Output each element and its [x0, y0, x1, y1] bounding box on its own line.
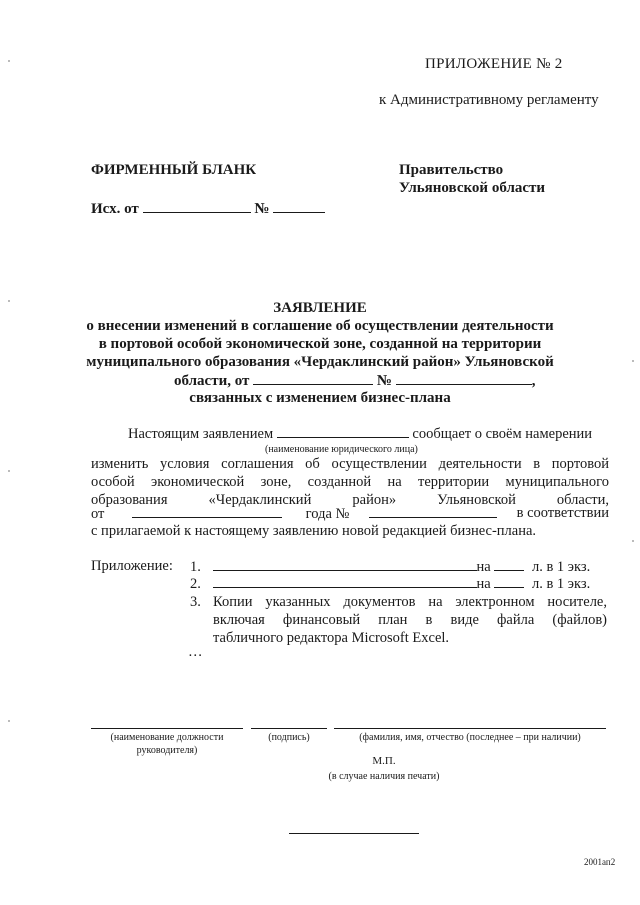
name-caption: (фамилия, имя, отчество (последнее – при наличии): [359, 732, 581, 743]
title-line-3: муниципального образования «Чердаклинский район» Ульяновской: [86, 354, 554, 370]
attachment-2-on: на: [476, 576, 491, 592]
title-date-label: области, от: [174, 373, 250, 389]
body-line-6: с прилагаемой к настоящему заявлению новой редакцией бизнес-плана.: [91, 523, 537, 539]
attachment-1-on: на: [476, 559, 491, 575]
position-caption-2: руководителя): [136, 745, 198, 756]
document-code: 2001ап2: [584, 857, 616, 867]
attachment-item-2: [190, 575, 590, 593]
footer-divider: [289, 833, 419, 834]
title-line-1: о внесении изменений в соглашение об осуществлении деятельности: [86, 318, 554, 334]
attachment-2-blank: [213, 575, 477, 588]
ellipsis: …: [188, 644, 203, 660]
signature-caption: (подпись): [268, 732, 310, 743]
year-no-label: года №: [305, 506, 350, 522]
title-line-4: [174, 372, 535, 390]
stamp-note: (в случае наличия печати): [328, 771, 440, 782]
position-caption-1: (наименование должности: [110, 732, 224, 743]
legal-entity-hint: (наименование юридического лица): [265, 444, 418, 455]
attachment-1-copies: л. в 1 экз.: [531, 559, 591, 575]
title-line-2: в портовой особой экономической зоне, созданной на территории: [98, 336, 542, 352]
letterhead-label: ФИРМЕННЫЙ БЛАНК: [91, 162, 257, 178]
attachment-2-copies: л. в 1 экз.: [531, 576, 591, 592]
body-intro-line: [128, 425, 592, 443]
attachment-1-blank: [213, 558, 477, 571]
title-number-blank: [396, 372, 532, 385]
stamp-label: М.П.: [372, 755, 396, 767]
accordance-label: в соответствии: [516, 505, 609, 521]
title-date-blank: [253, 372, 373, 385]
position-signature-line: [91, 728, 243, 729]
body-line-4: образования «Чердаклинский район» Ульяновской области,: [91, 492, 609, 508]
recipient-line-1: Правительство: [399, 162, 504, 178]
name-signature-line: [334, 728, 606, 729]
attachment-3-num: 3.: [190, 594, 201, 610]
body-line-2: изменить условия соглашения об осуществлении деятельности в портовой: [91, 456, 609, 472]
title-line-5: связанных с изменением бизнес-плана: [189, 390, 451, 406]
attachments-label: Приложение:: [91, 558, 173, 574]
agreement-number-blank: [369, 505, 497, 518]
agreement-date-blank: [132, 505, 282, 518]
recipient-line-2: Ульяновской области: [399, 180, 546, 196]
outgoing-date-blank: [143, 200, 251, 213]
appendix-number: ПРИЛОЖЕНИЕ № 2: [425, 56, 563, 72]
legal-entity-blank: [277, 425, 409, 438]
attachment-1-pages-blank: [494, 558, 524, 571]
body-line-3: особой экономической зоне, созданной на территории муниципального: [91, 474, 609, 490]
attachment-item-1: [190, 558, 590, 576]
signature-line: [251, 728, 327, 729]
attachment-1-num: 1.: [190, 559, 201, 575]
title-comma: ,: [531, 373, 536, 389]
attachment-3-line-2: включая финансовый план в виде файла (файлов): [213, 612, 607, 628]
intro-pre: Настоящим заявлением: [128, 426, 274, 442]
attachment-3-line-1: Копии указанных документов на электронном носителе,: [213, 594, 607, 610]
title-number-label: №: [376, 373, 392, 389]
intro-post: сообщает о своём намерении: [412, 426, 593, 442]
regulation-reference: к Административному регламенту: [379, 92, 599, 108]
from-label: от: [91, 506, 105, 522]
outgoing-date-label: Исх. от: [91, 201, 139, 217]
attachment-2-pages-blank: [494, 575, 524, 588]
document-title: ЗАЯВЛЕНИЕ: [273, 300, 367, 316]
outgoing-number-label: №: [254, 201, 270, 217]
outgoing-number-blank: [273, 200, 325, 213]
attachment-3-line-3: табличного редактора Microsoft Excel.: [213, 630, 450, 646]
outgoing-ref: [91, 200, 325, 218]
attachment-2-num: 2.: [190, 576, 201, 592]
body-line-5: [91, 505, 609, 523]
